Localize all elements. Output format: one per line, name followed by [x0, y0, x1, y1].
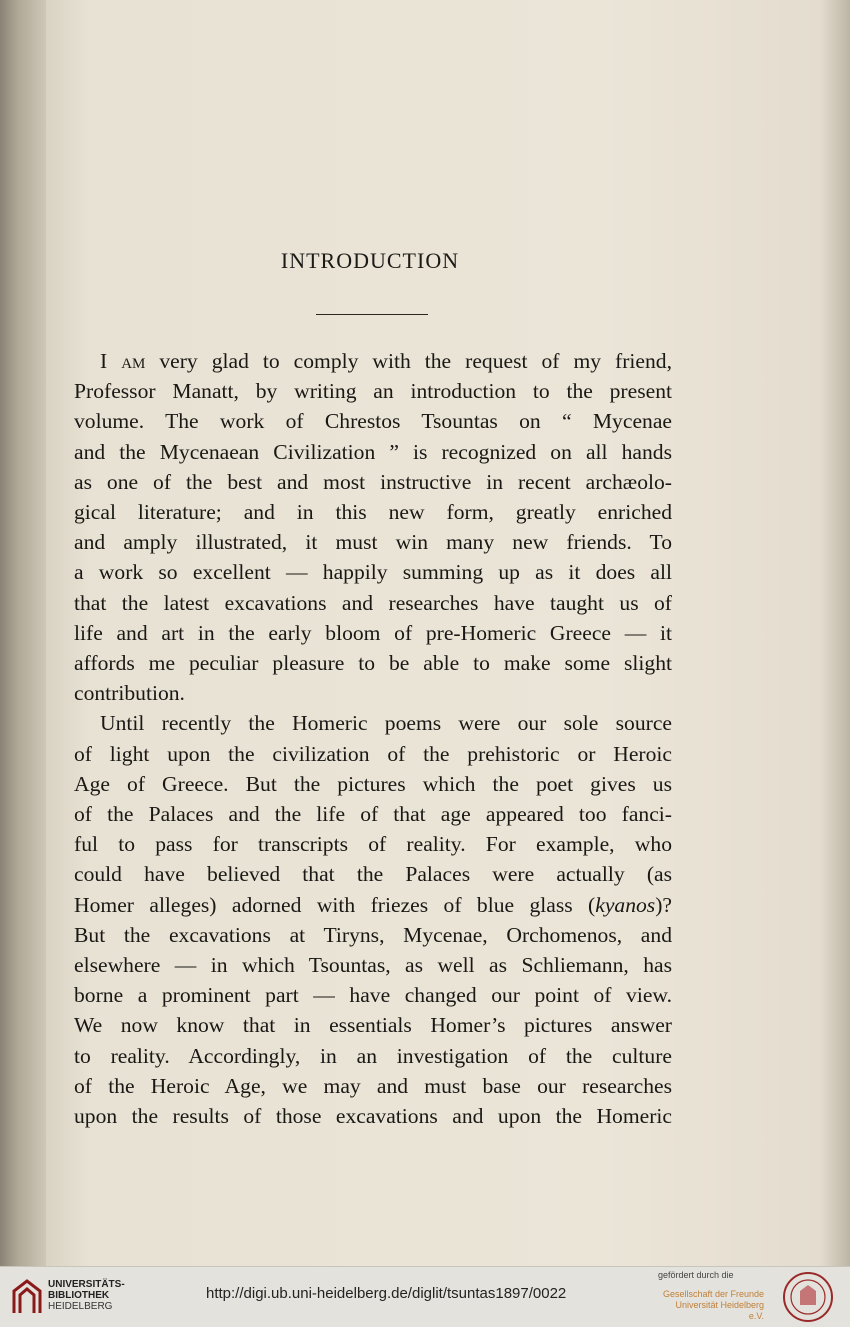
text-line: and the Mycenaean Civilization ” is recognized on all hands	[74, 439, 672, 464]
text-line: a work so excellent — happily summing up as it does all	[74, 560, 672, 585]
sponsor-label: gefördert durch die	[658, 1270, 734, 1280]
text-line: I am very glad to comply with the request of my friend,	[100, 349, 672, 373]
text-line: Until recently the Homeric poems were our sole source	[100, 711, 672, 736]
text-line: Professor Manatt, by writing an introduction to the present	[74, 379, 672, 404]
title-rule	[316, 314, 428, 315]
text-line: gical literature; and in this new form, greatly enriched	[74, 500, 672, 525]
text-line: upon the results of those excavations and upon the Homeric	[74, 1104, 672, 1129]
text-line: volume. The work of Chrestos Tsountas on “ Mycenae	[74, 409, 672, 434]
text-line: But the excavations at Tiryns, Mycenae, Orchomenos, and	[74, 922, 672, 947]
library-name: UNIVERSITÄTS- BIBLIOTHEK HEIDELBERG	[48, 1279, 125, 1312]
text-line: Age of Greece. But the pictures which the poet gives us	[74, 771, 672, 796]
text-line: of the Heroic Age, we may and must base our researches	[74, 1073, 672, 1098]
text-line: ful to pass for transcripts of reality. For example, who	[74, 832, 672, 857]
text-line: and amply illustrated, it must win many new friends. To	[74, 530, 672, 555]
text-line: We now know that in essentials Homer’s pictures answer	[74, 1013, 672, 1038]
text-line: elsewhere — in which Tsountas, as well as Schliemann, has	[74, 953, 672, 978]
body-text	[74, 346, 672, 1131]
permalink-url[interactable]: http://digi.ub.uni-heidelberg.de/diglit/tsuntas1897/0022	[206, 1285, 567, 1302]
text-line: that the latest excavations and researches have taught us of	[74, 590, 672, 615]
text-line: as one of the best and most instructive in recent archæolo-	[74, 469, 672, 494]
text-line: contribution.	[74, 681, 185, 706]
text-line: Homer alleges) adorned with friezes of blue glass (kyanos)?	[74, 892, 672, 917]
library-logo-icon	[10, 1277, 44, 1317]
viewer-footer	[0, 1266, 850, 1327]
text-line: of the Palaces and the life of that age appeared too fanci-	[74, 802, 672, 827]
book-spine-shadow	[0, 0, 46, 1266]
sponsor-name: Gesellschaft der Freunde Universität Heidelberg e.V.	[662, 1289, 764, 1321]
text-line: borne a prominent part — have changed our point of view.	[74, 983, 672, 1008]
text-line: of light upon the civilization of the prehistoric or Heroic	[74, 741, 672, 766]
text-line: could have believed that the Palaces were actually (as	[74, 862, 672, 887]
text-line: affords me peculiar pleasure to be able to make some slight	[74, 651, 672, 676]
chapter-title: INTRODUCTION	[280, 248, 460, 273]
text-line: life and art in the early bloom of pre-Homeric Greece — it	[74, 620, 672, 645]
university-seal-icon	[782, 1271, 834, 1323]
text-line: to reality. Accordingly, in an investigation of the culture	[74, 1043, 672, 1068]
